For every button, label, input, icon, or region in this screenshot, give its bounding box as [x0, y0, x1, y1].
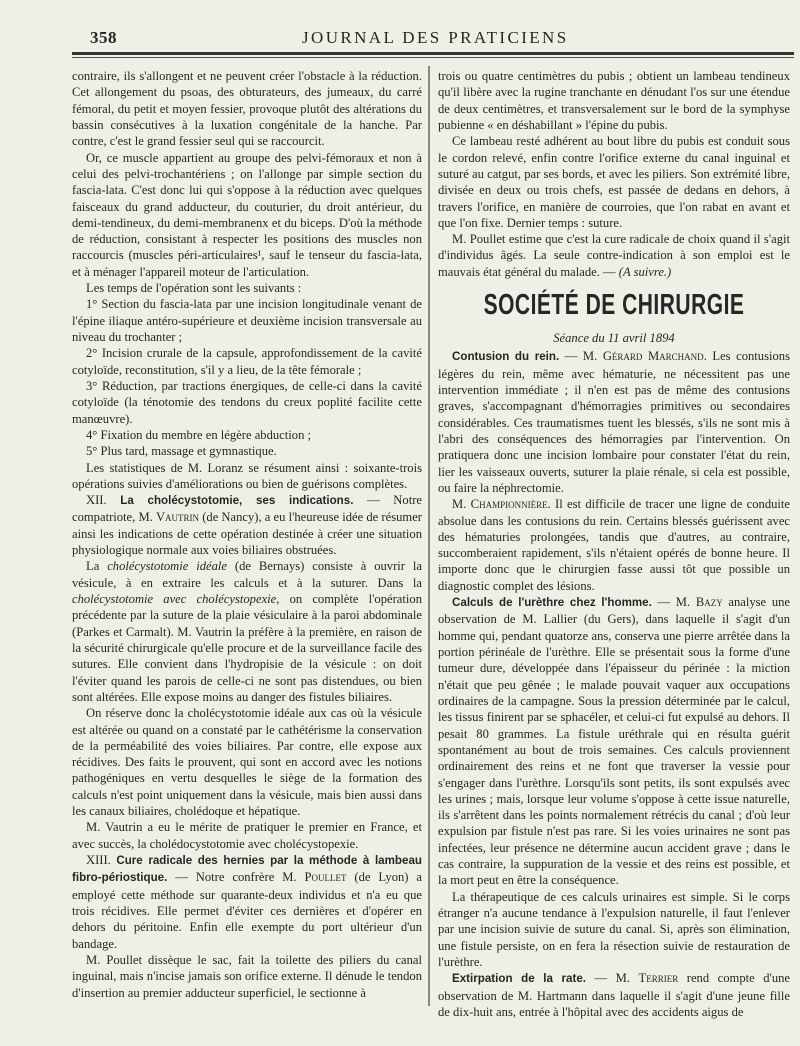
- section-number: XIII.: [86, 853, 111, 867]
- page-header: [72, 26, 788, 52]
- text-run: , on complète l'opération précédente par la suture de la plaie vésiculaire à la paroi abdominale (Parkes et Carmalt). M. Vautrin la préfère à la première, en raison de la sécurité chirurgicale qu'elle procure et de la surveillance facile des sutures. Elle convient dans l'hydropisie de la vésicule : on doit l'éviter quand les parois de celle-ci ne sont pas distendues, ou bien sont altérées. Elle expose moins au danger des fistules biliaires.: [72, 592, 422, 704]
- entry-contusion-rein: [438, 348, 790, 496]
- paragraph: [438, 496, 790, 594]
- text-run: — Notre confrère M.: [167, 870, 305, 885]
- author-name: Vautrin: [155, 510, 200, 525]
- author-name: Gérard Marchand: [602, 349, 704, 364]
- paragraph: [72, 558, 422, 705]
- term: cholécystotomie avec cholécystopexie: [72, 592, 277, 606]
- list-item: 4° Fixation du membre en légère abduction ;: [86, 427, 312, 442]
- entry-title: Calculs de l'urèthre chez l'homme.: [452, 596, 652, 610]
- entry-extirpation-rate: [438, 970, 790, 1020]
- list-item: 3° Réduction, par tractions énergiques, de celle-ci dans la cavité cotyloïde (la ténotomie des tendons du creux poplité facilite cette manœuvre).: [72, 378, 422, 426]
- entry-title: Contusion du rein.: [452, 350, 560, 364]
- column-divider: [428, 66, 430, 1006]
- author-name: Poullet: [304, 870, 347, 885]
- list-item: 2° Incision crurale de la capsule, approfondissement de la cavité cotyloïde, reconstitution, s'il y a lieu, de la tête fémorale ;: [72, 346, 422, 377]
- section-title: Cure radicale des hernies par la méthode à lambeau fibro-périostique.: [72, 854, 422, 885]
- author-name: Bazy: [695, 595, 723, 610]
- section-xii: [72, 492, 422, 558]
- paragraph: Or, ce muscle appartient au groupe des pelvi-fémoraux et non à celui des pelvi-trochantériens ; on l'allonge par simple section du fascia-lata. C'est donc lui qui s'oppose à la réduction avec quelques faisceaux du grand adducteur, du couturier, du droit antérieur, du demi-tendineux, du demi-membranenx et du biceps. D'où la méthode de réduction, consistant à respecter les positions des muscles non raccourcis (muscles péri-articulaires¹, sauf le tenseur du fascia-lata, et à ménager l'appareil moteur de l'articulation.: [72, 150, 422, 279]
- text-run: — M.: [559, 349, 603, 364]
- text-run: . Les contusions légères du rein, même avec hématurie, ne nécessitent pas une intervention immédiate ; il n'en est pas de même des contusions graves, s'accompagnant d'hémorragies primitives ou secondaires considérables. Ces traumatismes tuent les blessés, s'ils ne sont mis à l'abri des conséquences des hémorragies par l'intervention. On pratiquera donc une incision lombaire pour constater l'état du rein, lier les vaisseaux ouverts, suturer la plaie rénale, si cela est possible, ou faire la néphrectomie.: [438, 349, 790, 495]
- text-run: (de Lyon) a employé cette méthode sur quarante-deux individus et n'a eu que trois récidives. Elle permet d'éviter ces dernières et d'opérer en dehors du péritoine. Enfin elle exempte du port ultérieur d'un bandage.: [72, 870, 422, 951]
- paragraph: Les temps de l'opération sont les suivants :: [86, 281, 302, 296]
- right-column: [438, 68, 790, 1020]
- paragraph: contraire, ils s'allongent et ne peuvent créer l'obstacle à la réduction. Cet allongement du psoas, des obturateurs, des jumeaux, du carré fémoral, du petit et moyen fessier, provoque plutôt des altérations du bassin consécutives à la luxation congénitale de la hanche. Par contre, c'est le grand fessier seul qui se raccourcit.: [72, 69, 422, 149]
- section-number: XII.: [86, 493, 107, 508]
- session-date: Séance du 11 avril 1894: [553, 331, 675, 346]
- text-run: M.: [452, 497, 471, 512]
- paragraph: On réserve donc la cholécystotomie idéale aux cas où la vésicule est altérée ou quand on a constaté par le cathétérisme la conservation de la perméabilité des voies biliaires. Par contre, elle expose aux récidives. Des faits le prouvent, qui sont en accord avec les notions pathogéniques en vertu desquelles le siège de la formation des calculs n'est point uniquement dans la vésicule, mais bien aussi dans les canaux biliaires, cholédoque et hépatique.: [72, 706, 422, 819]
- text-run: rend compte d'une observation de M. Hartmann dans laquelle il s'agit d'une jeune fille de dix-huit ans, entrée à l'hôpital avec des accidents aigus de: [438, 971, 791, 1019]
- paragraph: M. Vautrin a eu le mérite de pratiquer le premier en France, et avec succès, la cholédocystotomie avec cholécystopexie.: [72, 820, 422, 851]
- header-rule-thick: [72, 52, 794, 55]
- paragraph: Les statistiques de M. Loranz se résument ainsi : soixante-trois opérations suivies d'améliorations ou bien de guérisons complètes.: [72, 460, 422, 491]
- header-rule-thin: [72, 57, 794, 58]
- text-run: (de Bernays) consiste à ouvrir la vésicule, à en extraire les calculs et à la suturer. Dans la: [72, 559, 422, 590]
- list-item: 5° Plus tard, massage et gymnastique.: [86, 444, 277, 459]
- text-run: analyse une observation de M. Lallier (du Gers), dans laquelle il s'agit d'un homme qui, pendant quatorze ans, conserva une pierre arrêtée dans la portion périnéale de l'urèthre. Elle se présentait sous la forme d'une tumeur dure, développée dans l'épaisseur du périnée : la miction n'était que peu gênée ; le malade pouvait vaquer aux occupations ordinaires de la campagne. Sous la pression déterminée par le calcul, les tissus finirent par se sphacéler, et celui-ci fut expulsé au dehors. Il pesait 80 grammes. La fistule uréthrale qui en résulta guérit spontanément au bout de trois semaines. Ces calculs proviennent ordinairement des reins et ne font que traverser la vessie pour s'engager dans l'urèthre. Lorsqu'ils sont petits, ils sont expulsés avec les urines ; mais, lorsque leur volume s'oppose à cette issue naturelle, ils s'arrêtent dans les points normalement rétrécis du canal ; d'où leur expulsion par fistule n'est pas rare. Si les voies urinaires ne sont pas infectées, leur présence ne détermine aucun accident grave ; dans le cas contraire, la suppuration de la vessie et des reins est possible, et la mort peut en être la conséquence.: [438, 595, 791, 888]
- text-run: (de Nancy), a eu l'heureuse idée de résumer ainsi les indications de cette opération destinée à créer une situation physiologique normale aux voies biliaires obstruées.: [72, 510, 422, 558]
- author-name: Terrier: [638, 971, 679, 986]
- text-run: — Notre compatriote, M.: [72, 493, 422, 525]
- paragraph: [438, 231, 790, 280]
- list-item: 1° Section du fascia-lata par une incision longitudinale venant de l'épine iliaque antéro-supérieure et deuxième incision transversale au niveau du trochanter ;: [72, 297, 422, 344]
- section-heading: SOCIÉTÉ DE CHIRURGIE: [483, 289, 745, 321]
- entry-title: Extirpation de la rate.: [452, 972, 587, 986]
- entry-calculs-urethre: [438, 594, 790, 889]
- text-run: — M.: [586, 971, 639, 986]
- text-run: M. Poullet estime que c'est la cure radicale de choix quand il s'agit d'individus âgés. La seule contre-indication à son emploi est le mauvais état général du malade. —: [438, 232, 790, 279]
- paragraph: M. Poullet dissèque le sac, fait la toilette des piliers du canal inguinal, mais n'incise jamais son orifice externe. Il dénude le tendon d'insertion au premier adducteur superficiel, le sectionne à: [72, 952, 422, 1000]
- text-run: . Il est difficile de tracer une ligne de conduite absolue dans les contusions du rein. Certains blessés guérissent avec des hématuries prolongées, tandis que d'autres, au contraire, succomberaient rapidement, s'ils n'étaient opérés de bonne heure. Il importe donc que le chirurgien fasse aussi tôt que possible un diagnostic complet des lésions.: [438, 497, 790, 593]
- left-column: [72, 68, 422, 1001]
- author-name: Championnière: [470, 497, 548, 512]
- journal-title: JOURNAL DES PRATICIENS: [302, 28, 569, 47]
- paragraph: trois ou quatre centimètres du pubis ; obtient un lambeau tendineux qu'il libère avec la rugine tranchante en dénudant l'os sur une étendue de deux centimètres, et transversalement sur le bord de la symphyse pubienne « en déshabillant » l'épine du pubis.: [438, 69, 790, 132]
- text-run: — M.: [651, 595, 696, 610]
- section-title: La cholécystotomie, ses indications.: [120, 494, 354, 508]
- to-be-continued: (A suivre.): [618, 264, 672, 279]
- page-number: 358: [90, 28, 117, 47]
- paragraph: La thérapeutique de ces calculs urinaires est simple. Si le corps étranger n'a aucune tendance à l'expulsion naturelle, il faut l'enlever par une incision suivie de suture du canal. Si, après son élimination, une fistule persiste, on en fera la résection suivie de restauration de l'urèthre.: [438, 889, 790, 969]
- paragraph: Ce lambeau resté adhérent au bout libre du pubis est conduit sous le cordon relevé, enfin contre l'orifice externe du canal inguinal et suturé au catgut, par ses bords, et avec les piliers. Son extrémité libre, divisée en deux ou trois chefs, est passée de dedans en dehors, à travers l'orifice, en manière de courroies, que l'on rabat en avant et que l'on fixe. Dernier temps : suture.: [438, 134, 790, 230]
- text-run: La: [86, 559, 108, 574]
- term: cholécystotomie idéale: [107, 559, 227, 574]
- section-xiii: [72, 852, 422, 952]
